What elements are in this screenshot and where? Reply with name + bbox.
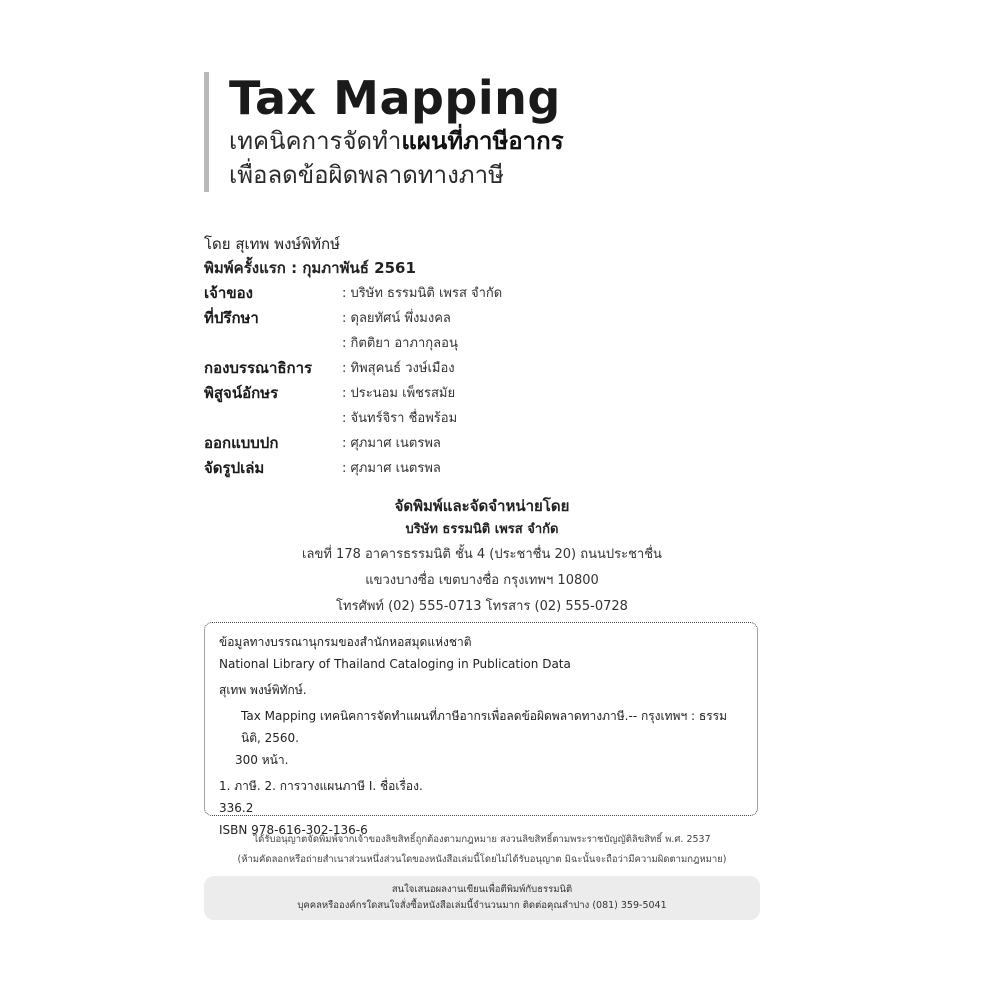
credit-row	[204, 330, 502, 355]
publisher-name: บริษัท ธรรมนิติ เพรส จำกัด	[405, 522, 559, 537]
credit-value: : ศุภมาศ เนตรพล	[342, 461, 441, 476]
credit-label: ออกแบบปก	[204, 433, 279, 452]
credit-value: : ประนอม เพ็ชรสมัย	[342, 386, 456, 401]
subtitle-bold: แผนที่ภาษีอากร	[401, 127, 564, 155]
credit-row	[204, 355, 502, 380]
credits-list	[204, 280, 502, 480]
cip-heading-en: National Library of Thailand Cataloging in Publication Data	[219, 657, 571, 671]
cip-isbn: ISBN 978-616-302-136-6	[219, 823, 368, 837]
credit-label: เจ้าของ	[204, 283, 253, 302]
credit-row	[204, 280, 502, 305]
book-subtitle-line-1	[229, 124, 564, 158]
cip-author: สุเทพ พงษ์พิทักษ์.	[219, 683, 307, 697]
credit-row	[204, 305, 502, 330]
contact-line-1: สนใจเสนอผลงานเขียนเพื่อตีพิมพ์กับธรรมนิติ	[391, 884, 573, 895]
credit-value: : ดุลยทัศน์ พึ่งมงคล	[342, 311, 451, 326]
book-subtitle-line-2: เพื่อลดข้อผิดพลาดทางภาษี	[229, 161, 504, 189]
book-title: Tax Mapping	[229, 71, 561, 125]
copyright-notice	[204, 830, 760, 870]
credit-label: จัดรูปเล่ม	[204, 458, 265, 477]
credit-value: : บริษัท ธรรมนิติ เพรส จำกัด	[342, 286, 503, 301]
credit-value: : ทิพสุคนธ์ วงษ์เมือง	[342, 361, 455, 376]
cip-title-entry: Tax Mapping เทคนิคการจัดทำแผนที่ภาษีอากรเพื่อลดข้อผิดพลาดทางภาษี.-- กรุงเทพฯ : ธรรมนิติ, 2560.	[241, 709, 727, 745]
publisher-address-2: แขวงบางซื่อ เขตบางซื่อ กรุงเทพฯ 10800	[365, 573, 599, 588]
credit-value: : กิตติยา อาภากุลอนุ	[342, 336, 458, 351]
credit-value: : ศุภมาศ เนตรพล	[342, 436, 441, 451]
credit-row	[204, 405, 502, 430]
copyright-line-1: ได้รับอนุญาตจัดพิมพ์จากเจ้าของลิขสิทธิ์ถูกต้องตามกฎหมาย สงวนลิขสิทธิ์ตามพระราชบัญญัติลิขสิทธิ์ พ.ศ. 2537	[253, 834, 711, 845]
cip-heading-th: ข้อมูลทางบรรณานุกรมของสำนักหอสมุดแห่งชาติ	[219, 635, 472, 649]
cip-subjects: 1. ภาษี. 2. การวางแผนภาษี I. ชื่อเรื่อง.	[219, 779, 423, 793]
credit-row	[204, 455, 502, 480]
cip-pages: 300 หน้า.	[235, 753, 289, 767]
credit-row	[204, 380, 502, 405]
title-block	[204, 72, 564, 192]
publisher-phone: โทรศัพท์ (02) 555-0713 โทรสาร (02) 555-0728	[336, 599, 628, 614]
publisher-heading: จัดพิมพ์และจัดจำหน่ายโดย	[394, 497, 570, 515]
credit-value: : จันทร์จิรา ชื่อพร้อม	[342, 411, 458, 426]
credit-label: พิสูจน์อักษร	[204, 383, 279, 402]
contact-line-2: บุคคลหรือองค์กรใดสนใจสั่งซื้อหนังสือเล่มนี้จำนวนมาก ติดต่อคุณลำปาง (081) 359-5041	[297, 900, 667, 911]
author-line: โดย สุเทพ พงษ์พิทักษ์	[204, 235, 341, 253]
credit-row	[204, 430, 502, 455]
cip-classification: 336.2	[219, 801, 254, 815]
copyright-line-2: (ห้ามคัดลอกหรือถ่ายสำเนาส่วนหนึ่งส่วนใดของหนังสือเล่มนี้โดยไม่ได้รับอนุญาต มิฉะนั้นจะถือว่ามีความผิดตามกฎหมาย)	[237, 854, 727, 865]
credit-label: ที่ปรึกษา	[204, 308, 259, 327]
publisher-address-1: เลขที่ 178 อาคารธรรมนิติ ชั้น 4 (ประชาชื่น 20) ถนนประชาชื่น	[302, 547, 662, 562]
credit-label: กองบรรณาธิการ	[204, 358, 313, 377]
contact-box	[204, 876, 760, 920]
publisher-block	[204, 494, 760, 620]
cip-data-box	[204, 622, 758, 837]
first-print-line: พิมพ์ครั้งแรก : กุมภาพันธ์ 2561	[204, 259, 416, 277]
subtitle-light: เทคนิคการจัดทำ	[229, 127, 402, 155]
